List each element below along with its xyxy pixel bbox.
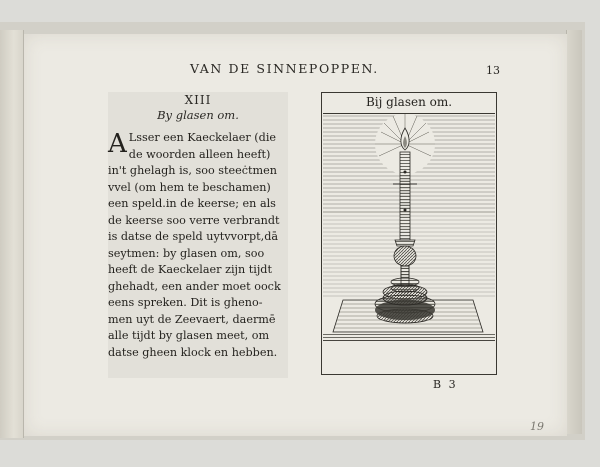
text-line: is datse de speld uytvvorpt,dā — [108, 230, 279, 243]
page-number: 13 — [486, 64, 500, 77]
running-head: VAN DE SINNEPOPPEN. — [190, 61, 379, 76]
text-line: eens spreken. Dit is gheno- — [108, 296, 263, 309]
text-line: alle tijdt by glasen meet, om — [108, 329, 270, 342]
text-line: datse gheen klock en hebben. — [108, 345, 278, 359]
text-line: heeft de Kaeckelaer zijn tijdt — [108, 263, 272, 276]
text-line: de keerse soo verre verbrandt — [108, 213, 280, 227]
text-line: de woorden alleen heeft) — [128, 147, 271, 161]
emblem-subtitle: By glasen om. — [157, 108, 239, 122]
left-page-edge — [0, 30, 24, 438]
emblem-text — [108, 130, 286, 361]
emblem-number: XIII — [184, 93, 212, 107]
candle-engraving-illustration — [323, 114, 495, 342]
signature-mark: B 3 — [433, 378, 458, 391]
text-line: seytmen: by glasen om, soo — [108, 246, 265, 260]
text-line: in't ghelagh is, soo steeċtmen — [108, 164, 277, 177]
text-line: men uyt de Zeevaert, daermē — [108, 312, 276, 326]
pencil-annotation: 19 — [530, 420, 544, 433]
text-line: Lsser een Kaeckelaer (die — [128, 131, 277, 144]
engraving — [323, 113, 495, 341]
text-line: ghehadt, een ander moet oock — [108, 279, 281, 293]
text-line: een speld.in de keerse; en als — [108, 197, 276, 210]
right-page-edge — [566, 30, 582, 434]
figure-title: Bij glasen om. — [365, 95, 453, 109]
drop-cap: A — [108, 129, 127, 159]
text-line: vvel (om hem te beschamen) — [108, 180, 271, 194]
